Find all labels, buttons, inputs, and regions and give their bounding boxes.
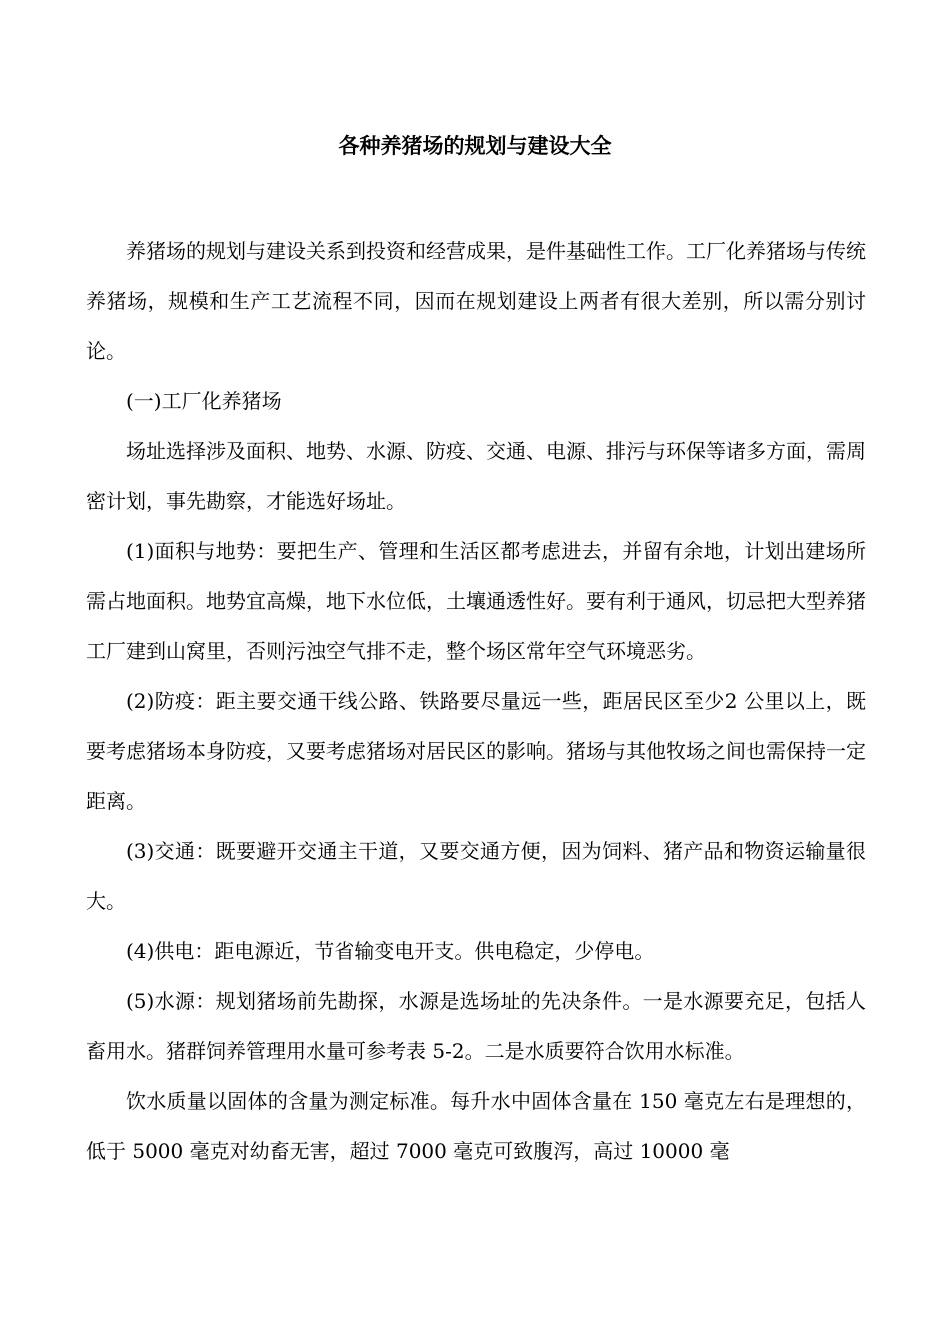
paragraph-epidemic-prevention: (2)防疫：距主要交通干线公路、铁路要尽量远一些，距居民区至少2 公里以上，既要考虑猪场本身防疫，又要考虑猪场对居民区的影响。猪场与其他牧场之间也需保持一定距离。 (86, 689, 866, 813)
paragraph-transportation: (3)交通：既要避开交通主干道，又要交通方便，因为饲料、猪产品和物资运输量很大。 (86, 839, 866, 913)
paragraph-water-source: (5)水源：规划猪场前先勘探，水源是选场址的先决条件。一是水源要充足，包括人畜用水。猪群饲养管理用水量可参考表 5-2。二是水质要符合饮用水标准。 (86, 989, 866, 1063)
paragraph-power-supply: (4)供电：距电源近，节省输变电开支。供电稳定，少停电。 (126, 939, 655, 963)
section-heading-factory-farm: (一)工厂化养猪场 (126, 389, 282, 413)
paragraph-water-quality: 饮水质量以固体的含量为测定标准。每升水中固体含量在 150 毫克左右是理想的，低于 5000 毫克对幼畜无害，超过 7000 毫克可致腹泻，高过 10000 毫 (86, 1089, 866, 1163)
paragraph-site-selection: 场址选择涉及面积、地势、水源、防疫、交通、电源、排污与环保等诸多方面，需周密计划，事先勘察，才能选好场址。 (86, 439, 866, 513)
document-body (86, 226, 866, 1176)
paragraph-area-terrain: (1)面积与地势：要把生产、管理和生活区都考虑进去，并留有余地，计划出建场所需占地面积。地势宜高燥，地下水位低，土壤通透性好。要有利于通风，切忌把大型养猪工厂建到山窝里，否则污浊空气排不走，整个场区常年空气环境恶劣。 (86, 539, 866, 663)
paragraph-intro: 养猪场的规划与建设关系到投资和经营成果，是件基础性工作。工厂化养猪场与传统养猪场，规模和生产工艺流程不同，因而在规划建设上两者有很大差别，所以需分别讨论。 (86, 239, 866, 363)
document-title: 各种养猪场的规划与建设大全 (338, 134, 612, 158)
